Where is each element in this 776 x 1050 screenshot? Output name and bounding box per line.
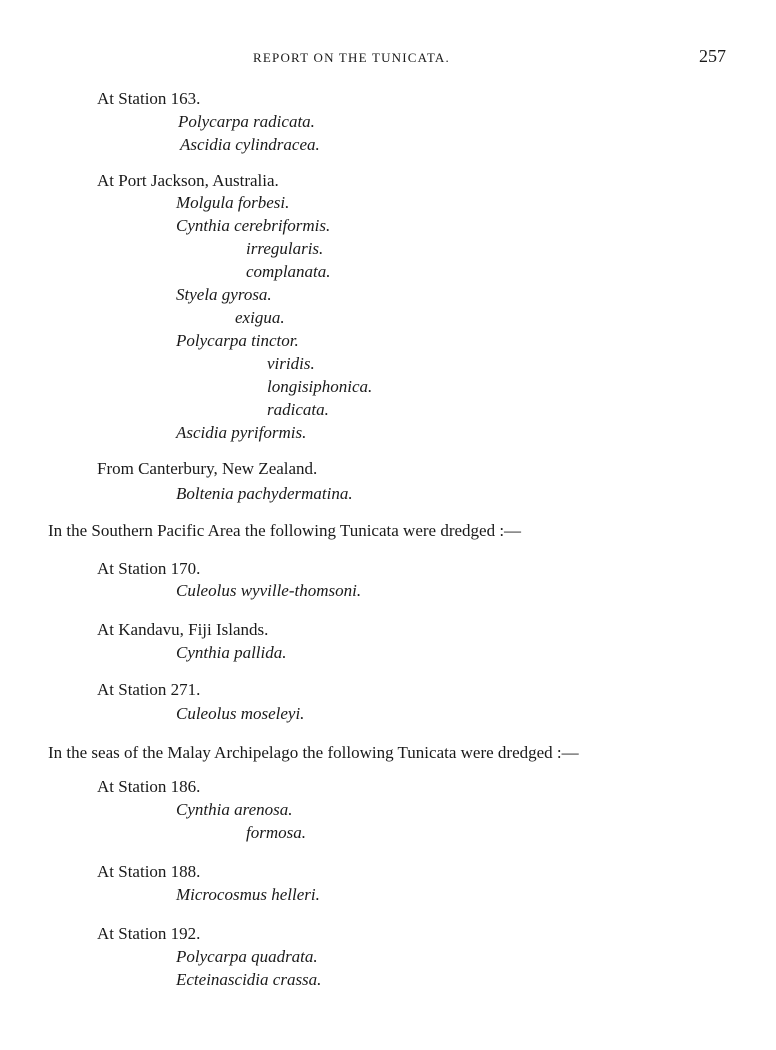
species-name: Polycarpa tinctor. bbox=[176, 331, 299, 350]
species-name: radicata. bbox=[267, 400, 329, 419]
header-title: REPORT ON THE TUNICATA. bbox=[253, 50, 450, 65]
species-name: exigua. bbox=[235, 308, 285, 327]
locality-heading: At Station 186. bbox=[97, 777, 201, 796]
running-header bbox=[0, 46, 776, 68]
locality-heading: From Canterbury, New Zealand. bbox=[97, 459, 318, 478]
species-name: longisiphonica. bbox=[267, 377, 373, 396]
species-name: Boltenia pachydermatina. bbox=[176, 484, 353, 503]
species-name: Molgula forbesi. bbox=[176, 193, 290, 212]
species-name: formosa. bbox=[246, 823, 306, 842]
species-name: Ascidia pyriformis. bbox=[176, 423, 307, 442]
species-name: Microcosmus helleri. bbox=[176, 885, 320, 904]
species-name: Polycarpa radicata. bbox=[178, 112, 315, 131]
species-name: complanata. bbox=[246, 262, 331, 281]
locality-heading: At Station 271. bbox=[97, 680, 201, 699]
species-name: Culeolus wyville-thomsoni. bbox=[176, 581, 362, 600]
species-name: Culeolus moseleyi. bbox=[176, 704, 305, 723]
species-name: Ecteinascidia crassa. bbox=[176, 970, 322, 989]
locality-heading: At Station 188. bbox=[97, 862, 201, 881]
locality-heading: At Station 170. bbox=[97, 559, 201, 578]
species-name: Cynthia cerebriformis. bbox=[176, 216, 331, 235]
species-name: Cynthia pallida. bbox=[176, 643, 287, 662]
locality-heading: At Port Jackson, Australia. bbox=[97, 171, 279, 190]
section-intro: In the Southern Pacific Area the following Tunicata were dredged :— bbox=[48, 521, 522, 540]
species-name: viridis. bbox=[267, 354, 315, 373]
page-number: 257 bbox=[699, 46, 726, 66]
locality-heading: At Station 192. bbox=[97, 924, 201, 943]
species-name: Ascidia cylindracea. bbox=[180, 135, 320, 154]
section-intro: In the seas of the Malay Archipelago the following Tunicata were dredged :— bbox=[48, 743, 579, 762]
species-name: Styela gyrosa. bbox=[176, 285, 272, 304]
locality-heading: At Station 163. bbox=[97, 89, 201, 108]
locality-heading: At Kandavu, Fiji Islands. bbox=[97, 620, 269, 639]
species-name: irregularis. bbox=[246, 239, 324, 258]
species-name: Cynthia arenosa. bbox=[176, 800, 293, 819]
species-name: Polycarpa quadrata. bbox=[176, 947, 318, 966]
